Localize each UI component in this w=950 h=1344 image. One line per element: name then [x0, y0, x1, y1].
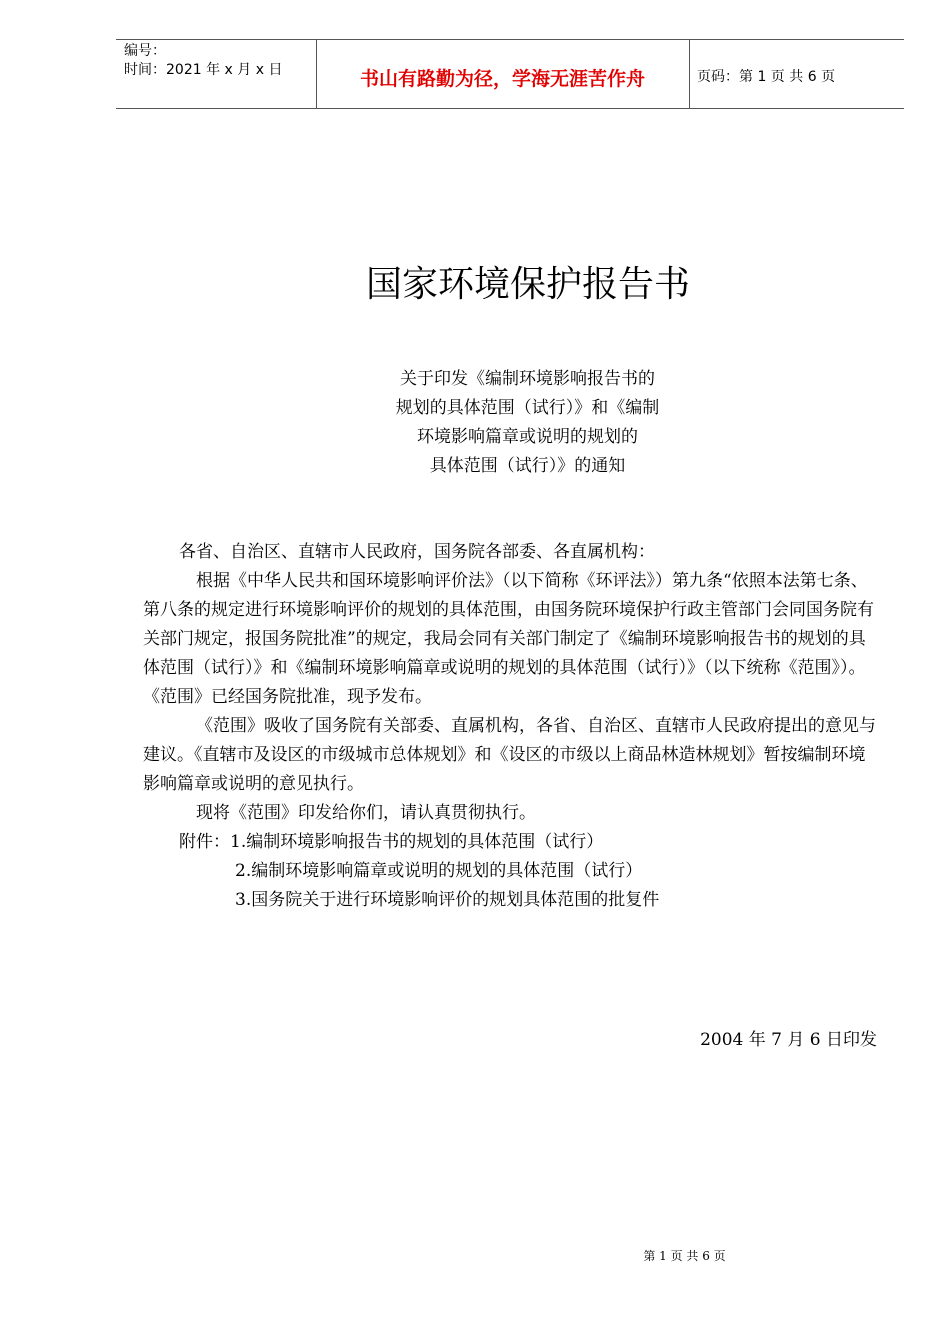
- notice-subtitle: [0, 365, 950, 481]
- footer-page-number: 第 1 页 共 6 页: [643, 1249, 726, 1263]
- document-body: [143, 538, 878, 915]
- attachment-item: 2.编制环境影响篇章或说明的规划的具体范围（试行）: [235, 861, 643, 881]
- header-page-cell: [689, 40, 904, 108]
- body-paragraph: 现将《范围》印发给你们，请认真贯彻执行。: [196, 803, 536, 823]
- attachment-item: 附件：1.编制环境影响报告书的规划的具体范围（试行）: [179, 832, 604, 852]
- header-meta-cell: [116, 40, 317, 108]
- issue-date: 2004 年 7 月 6 日印发: [700, 1030, 877, 1050]
- document-title: 国家环境保护报告书: [365, 264, 690, 305]
- document-time-label: 时间：2021 年 x 月 x 日: [124, 62, 283, 78]
- subtitle-line: 关于印发《编制环境影响报告书的: [400, 369, 655, 389]
- document-number-label: 编号：: [124, 43, 166, 59]
- subtitle-line: 具体范围（试行）》的通知: [429, 456, 626, 476]
- document-title-row: [0, 256, 950, 307]
- header-page-info: 页码：第 1 页 共 6 页: [697, 69, 836, 85]
- subtitle-line: 环境影响篇章或说明的规划的: [417, 427, 638, 447]
- subtitle-line: 规划的具体范围（试行）》和《编制: [395, 398, 660, 418]
- header-motto-cell: [316, 40, 690, 108]
- motto-text: 书山有路勤为径，学海无涯苦作舟: [359, 68, 645, 90]
- header-table: [116, 39, 904, 109]
- body-paragraph: 《范围》吸收了国务院有关部委、直属机构，各省、自治区、直辖市人民政府提出的意见与建议。《直辖市及设区的市级城市总体规划》和《设区的市级以上商品林造林规划》暂按编制环境影响篇章或说明的意见执行。: [143, 716, 876, 794]
- salutation: 各省、自治区、直辖市人民政府，国务院各部委、各直属机构：: [179, 542, 655, 562]
- attachment-item: 3.国务院关于进行环境影响评价的规划具体范围的批复件: [235, 890, 660, 910]
- body-paragraph: 根据《中华人民共和国环境影响评价法》（以下简称《环评法》）第九条“依照本法第七条、第八条的规定进行环境影响评价的规划的具体范围，由国务院环境保护行政主管部门会同国务院有关部门规定，报国务院批准”的规定，我局会同有关部门制定了《编制环境影响报告书的规划的具体范围（试行）》和《编制环境影响篇章或说明的规划的具体范围（试行）》（以下统称《范围》）。《范围》已经国务院批准，现予发布。: [143, 571, 874, 707]
